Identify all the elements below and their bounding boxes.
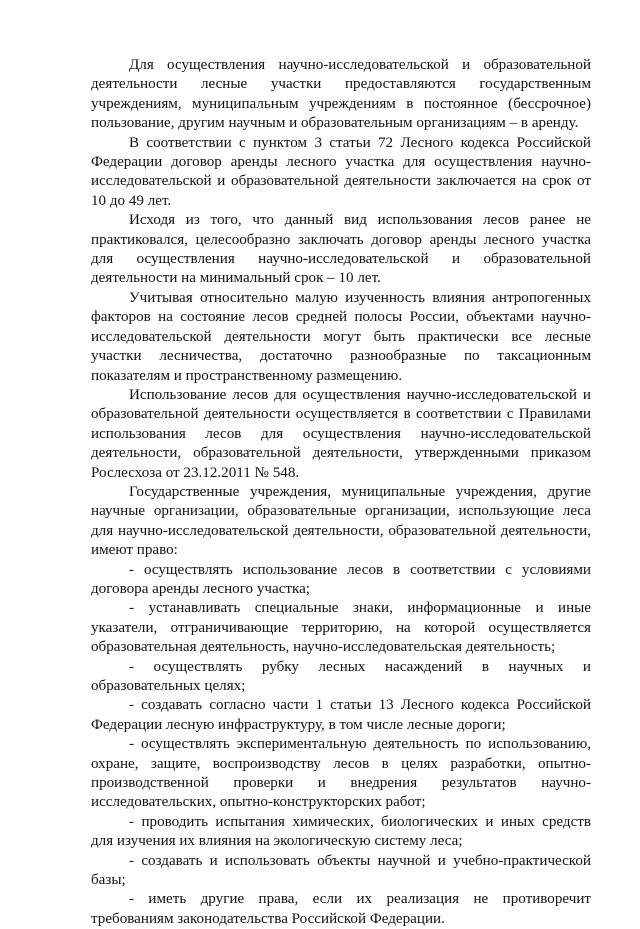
document-page [91,56,591,929]
list-item-install-signs: - устанавливать специальные знаки, информационные и иные указатели, отграничивающие территорию, на которой осуществляется образовательная деятельность, научно-исследовательская деятельность; [91,600,591,656]
list-item-logging: - осуществлять рубку лесных насаждений в научных и образовательных целях; [91,658,591,694]
list-item-research-base: - создавать и использовать объекты научной и учебно-практической базы; [91,852,591,889]
paragraph-rights-intro: Государственные учреждения, муниципальные учреждения, другие научные организации, образовательные организации, использующие леса для научно-исследовательской деятельности, образовательной деятельности, имеют право: [91,483,591,559]
paragraph-lease-term: В соответствии с пунктом 3 статьи 72 Лесного кодекса Российской Федерации договор аренды лесного участка для осуществления научно-исследовательской и образовательной деятельности заключается на срок от 10 до 49 лет. [91,134,591,209]
list-item-testing: - проводить испытания химических, биологических и иных средств для изучения их влияния на экологическую систему леса; [91,813,591,850]
list-item-experimental-activity: - осуществлять экспериментальную деятельность по использованию, охране, защите, воспроизводству лесов в целях разработки, опытно-производственной проверки и внедрения результатов научно-исследовательских, опытно-конструкторских работ; [91,736,591,811]
list-item-other-rights: - иметь другие права, если их реализация не противоречит требованиям законодательства Российской Федерации. [91,891,591,927]
paragraph-research-objects: Учитывая относительно малую изученность влияния антропогенных факторов на состояние лесов средней полосы России, объектами научно-исследовательской деятельности могут быть практически все лесные участки лесничества, достаточно разнообразные по таксационным показателям и пространственному размещению. [91,289,591,384]
paragraph-rules-reference: Использование лесов для осуществления научно-исследовательской и образовательной деятельности осуществляется в соответствии с Правилами использования лесов для осуществления научно-исследовательской деятельности, образовательной деятельности, утвержденными приказом Рослесхоза от 23.12.2011 № 548. [91,386,591,481]
paragraph-minimum-term: Исходя из того, что данный вид использования лесов ранее не практиковался, целесообразно заключать договор аренды лесного участка для осуществления научно-исследовательской и образовательной деятельности на минимальный срок – 10 лет. [91,212,591,287]
list-item-infrastructure: - создавать согласно части 1 статьи 13 Лесного кодекса Российской Федерации лесную инфраструктуру, в том числе лесные дороги; [91,697,591,733]
paragraph-lease-forms: Для осуществления научно-исследовательской и образовательной деятельности лесные участки предоставляются государственным учреждениям, муниципальным учреждениям в постоянное (бессрочное) пользование, другим научным и образовательным организациям – в аренду. [91,57,591,132]
list-item-use-forests: - осуществлять использование лесов в соответствии с условиями договора аренды лесного участка; [91,561,591,597]
